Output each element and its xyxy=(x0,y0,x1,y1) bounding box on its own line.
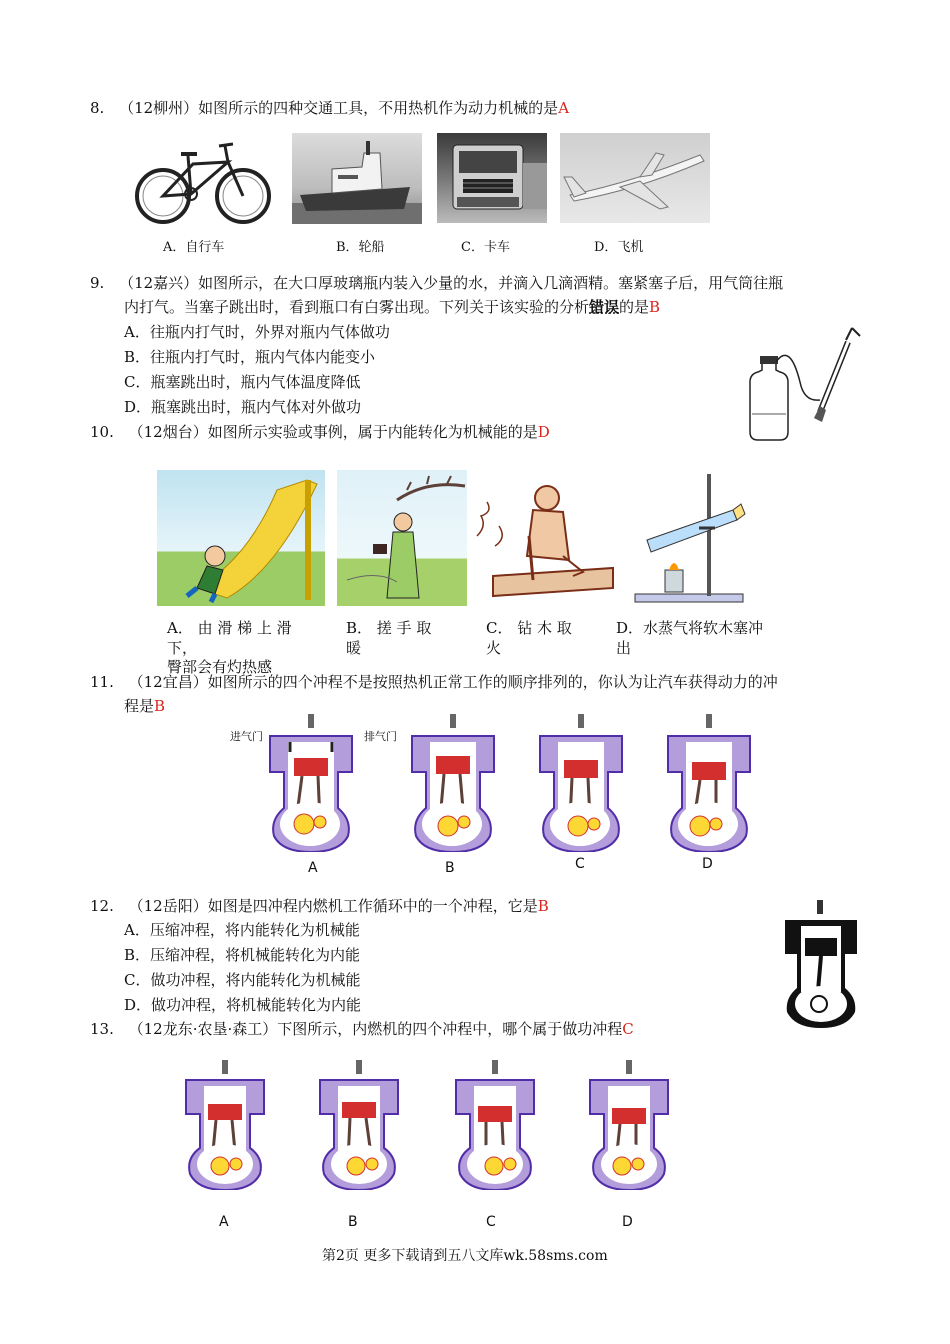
q13-label-b: B xyxy=(348,1214,358,1230)
intake-valve-label: 进气门 xyxy=(230,730,263,743)
q8-caption-c: C．卡车 xyxy=(461,240,510,255)
q12-answer: B xyxy=(537,897,549,915)
q11-engine-a xyxy=(266,712,356,852)
ship-image xyxy=(292,133,422,224)
q10-caption-c-line1: C． 钻 木 取 xyxy=(486,619,572,637)
q10-caption-b-line2: 暖 xyxy=(346,639,362,657)
q13-label-d: D xyxy=(622,1214,633,1230)
q9-option-b: B．往瓶内打气时，瓶内气体内能变小 xyxy=(124,348,376,366)
drilling-wood-illustration xyxy=(473,476,621,604)
q9-option-c: C．瓶塞跳出时，瓶内气体温度降低 xyxy=(124,373,361,391)
q13-engine-a xyxy=(182,1058,268,1190)
airplane-image xyxy=(560,133,710,223)
q10-caption-d-line2: 出 xyxy=(616,639,632,657)
bicycle-image xyxy=(133,134,275,226)
q12-option-a: A．压缩冲程，将内能转化为机械能 xyxy=(124,921,360,939)
q10-caption-d-line1: D．水蒸气将软木塞冲 xyxy=(616,619,764,637)
q9-emphasis: 错误 xyxy=(589,298,620,316)
steam-cork-illustration xyxy=(629,470,747,606)
truck-image xyxy=(437,133,547,223)
q11-stem-line2: 程是B xyxy=(124,697,166,715)
q11-engine-d xyxy=(664,712,754,852)
q8-answer: A xyxy=(558,99,570,117)
exhaust-valve-label: 排气门 xyxy=(364,730,397,743)
q8-caption-d: D．飞机 xyxy=(594,240,644,255)
q11-engine-b xyxy=(408,712,498,852)
q8-stem: 8. （12柳州）如图所示的四种交通工具，不用热机作为动力机械的是A xyxy=(90,99,570,117)
q10-caption-a-line2: 下， xyxy=(167,639,198,657)
q11-stem-line1: 11. （12宜昌）如图所示的四个冲程不是按照热机正常工作的顺序排列的，你认为让汽车获得动力的冲 xyxy=(90,673,778,691)
q10-stem: 10. （12烟台）如图所示实验或事例，属于内能转化为机械能的是D xyxy=(90,423,550,441)
q11-answer: B xyxy=(154,697,166,715)
q11-label-a: A xyxy=(308,860,318,876)
q10-caption-c-line2: 火 xyxy=(486,639,502,657)
q9-stem-line2: 内打气。当塞子跳出时，看到瓶口有白雾出现。下列关于该实验的分析错误的是B xyxy=(124,298,661,316)
q13-label-a: A xyxy=(219,1214,229,1230)
q9-answer: B xyxy=(649,298,661,316)
q9-option-d: D．瓶塞跳出时，瓶内气体对外做功 xyxy=(124,398,362,416)
q12-engine-figure xyxy=(781,898,861,1030)
q12-stem: 12. （12岳阳）如图是四冲程内燃机工作循环中的一个冲程，它是B xyxy=(90,897,549,915)
q10-caption-b-line1: B． 搓 手 取 xyxy=(346,619,432,637)
q13-engine-c xyxy=(452,1058,538,1190)
q11-label-c: C xyxy=(575,856,585,872)
q10-answer: D xyxy=(537,423,550,441)
q10-caption-a-line1: A． 由 滑 梯 上 滑 xyxy=(167,619,292,637)
rubbing-hands-illustration xyxy=(337,470,467,606)
q11-label-d: D xyxy=(702,856,713,872)
q8-caption-b: B．轮船 xyxy=(336,240,385,255)
q13-engine-d xyxy=(586,1058,672,1190)
page-footer: 第2页 更多下载请到五八文库wk.58sms.com xyxy=(322,1248,608,1264)
slide-illustration xyxy=(157,470,325,606)
q12-option-d: D．做功冲程，将机械能转化为内能 xyxy=(124,996,362,1014)
q13-engine-b xyxy=(316,1058,402,1190)
q13-stem: 13. （12龙东·农垦·森工）下图所示，内燃机的四个冲程中，哪个属于做功冲程C xyxy=(90,1020,634,1038)
q11-engine-c xyxy=(536,712,626,852)
q13-answer: C xyxy=(622,1020,634,1038)
q10-caption-a-line3: 臀部会有灼热感 xyxy=(167,658,273,676)
q11-label-b: B xyxy=(445,860,455,876)
q12-option-b: B．压缩冲程，将机械能转化为内能 xyxy=(124,946,361,964)
pump-bottle-figure xyxy=(740,322,865,444)
q8-caption-a: A．自行车 xyxy=(163,240,225,255)
q12-option-c: C．做功冲程，将内能转化为机械能 xyxy=(124,971,361,989)
q9-stem-line1: 9. （12嘉兴）如图所示，在大口厚玻璃瓶内装入少量的水，并滴入几滴酒精。塞紧塞子后，用气筒往瓶 xyxy=(90,274,784,292)
q9-option-a: A．往瓶内打气时，外界对瓶内气体做功 xyxy=(124,323,390,341)
q13-label-c: C xyxy=(486,1214,496,1230)
